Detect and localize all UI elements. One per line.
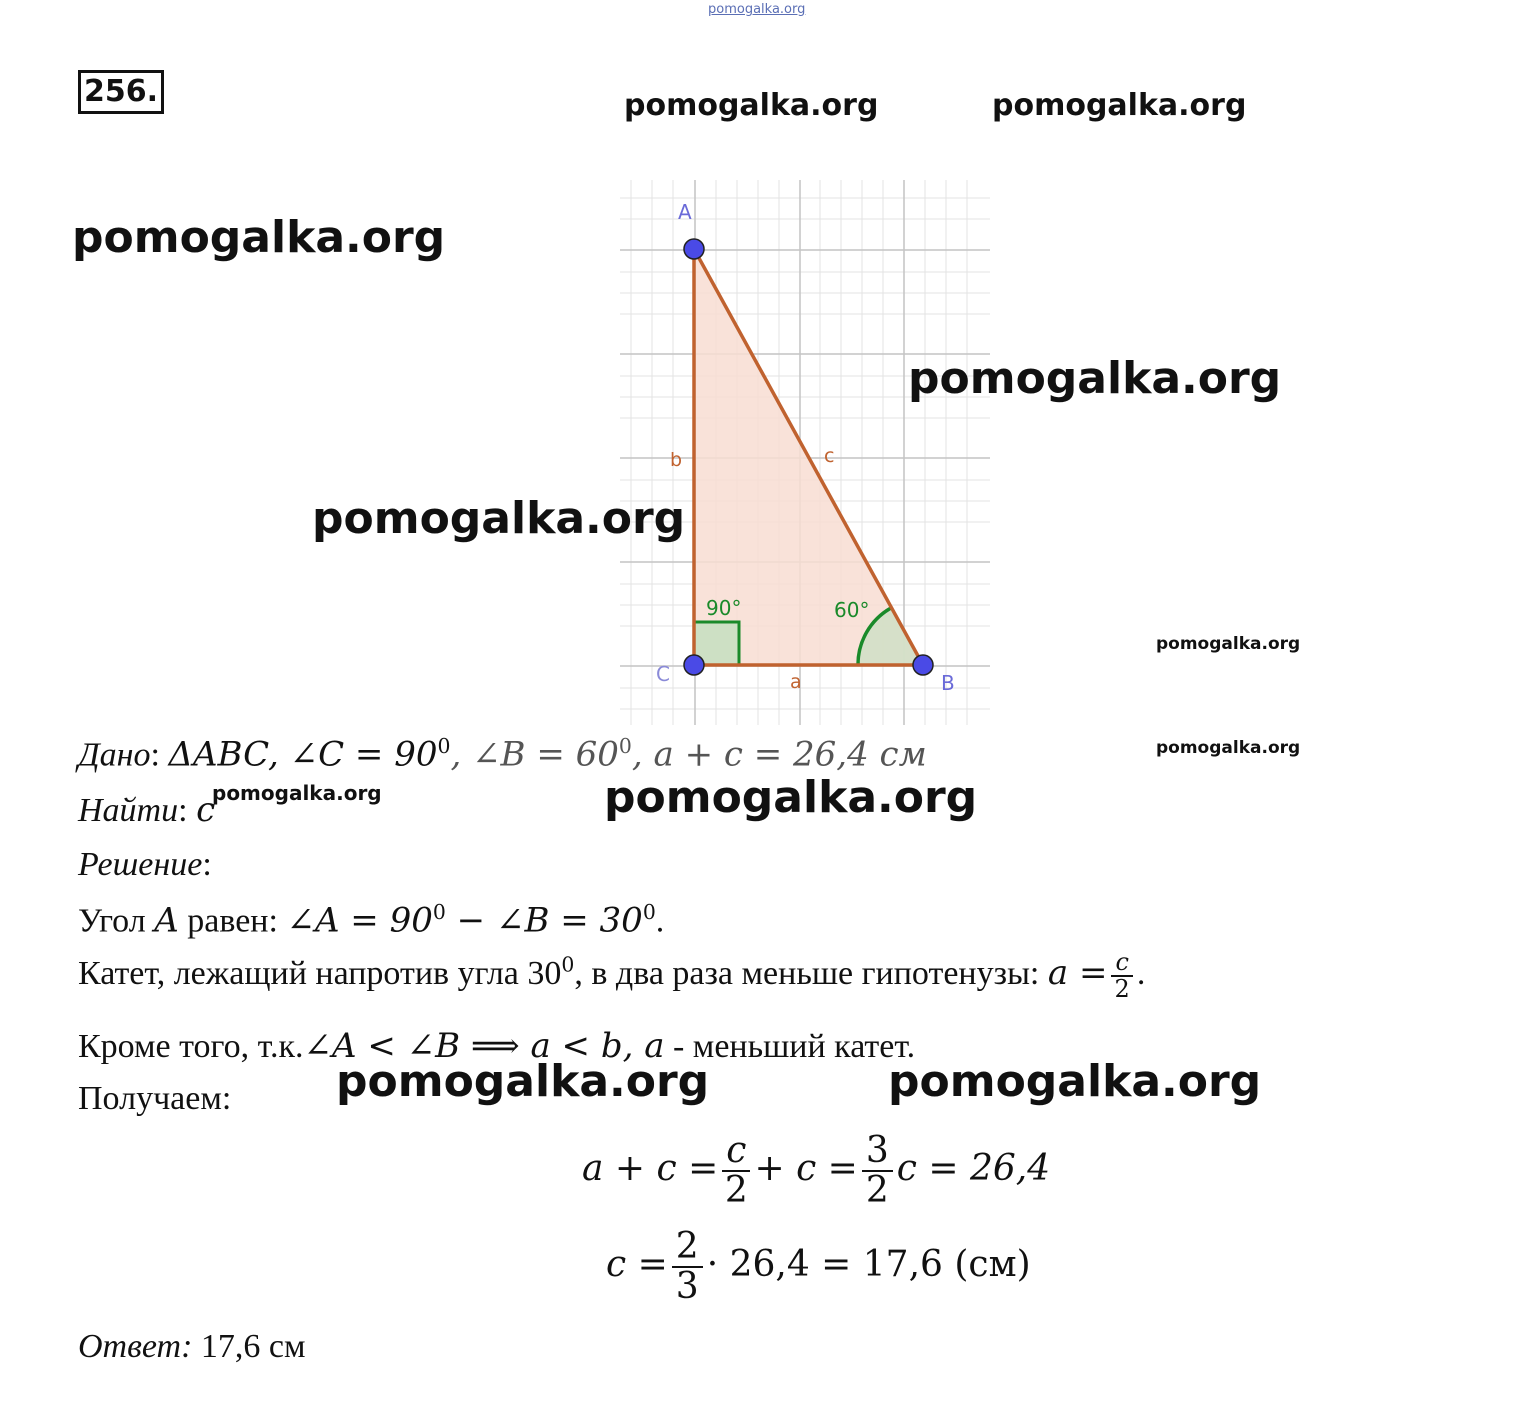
- step1-expr2: − ∠B = 30: [445, 900, 643, 941]
- step3-text: Кроме того, т.к.: [78, 1028, 304, 1065]
- given-sup-1: 0: [437, 734, 451, 758]
- eq2-fraction: [672, 1228, 703, 1306]
- watermark-small-right-1: pomogalka.org: [1156, 634, 1301, 654]
- step1-var: A: [154, 900, 179, 941]
- eq1-part2: + c =: [754, 1147, 858, 1189]
- step2-end: .: [1136, 954, 1146, 992]
- label-vertex-b: B: [941, 671, 955, 695]
- given-sup-2: 0: [618, 734, 632, 758]
- point-b: [913, 655, 933, 675]
- point-a: [684, 239, 704, 259]
- eq1-f1-num: c: [722, 1132, 750, 1172]
- watermark-center-big: pomogalka.org: [604, 772, 978, 823]
- eq1-f2-num: 3: [862, 1132, 893, 1172]
- label-side-a: a: [790, 671, 802, 693]
- equation-1: [582, 1132, 1050, 1210]
- eq1-part1: a + c =: [582, 1147, 719, 1189]
- watermark-bottom-right-big: pomogalka.org: [888, 1056, 1262, 1107]
- given-text-3: , a + c = 26,4 см: [631, 734, 927, 775]
- label-vertex-a: A: [678, 200, 692, 224]
- find-value: c: [196, 790, 216, 830]
- eq2-part2: · 26,4 = 17,6 (см): [706, 1243, 1031, 1285]
- step2-den: 2: [1114, 975, 1130, 1004]
- label-side-b: b: [670, 449, 683, 471]
- watermark-header-1: pomogalka.org: [624, 88, 879, 123]
- step2-lhs: a =: [1047, 952, 1108, 993]
- eq2-part1: c =: [606, 1243, 668, 1285]
- solution-label: Решение: [78, 846, 203, 883]
- solution-line: Решение:: [78, 846, 212, 883]
- point-c: [684, 655, 704, 675]
- step-1: [78, 900, 664, 940]
- find-line: Найти: c: [78, 790, 216, 830]
- label-angle-b: 60°: [834, 598, 870, 622]
- watermark-bottom-left-big: pomogalka.org: [336, 1056, 710, 1107]
- watermark-top[interactable]: pomogalka.org: [708, 2, 806, 17]
- eq2-num: 2: [672, 1228, 703, 1268]
- answer-label: Ответ:: [78, 1328, 193, 1365]
- step1-sup1: 0: [432, 900, 446, 924]
- triangle-figure: [620, 180, 992, 730]
- step1-prefix: Угол: [78, 902, 155, 940]
- label-angle-c: 90°: [706, 596, 742, 620]
- step1-expr: ∠A = 90: [286, 900, 433, 941]
- watermark-small-right-2: pomogalka.org: [1156, 738, 1301, 758]
- step2-text: Катет, лежащий напротив угла 30: [78, 954, 562, 992]
- label-vertex-c: C: [656, 662, 670, 686]
- eq2-den: 3: [675, 1265, 699, 1307]
- step2-fraction: [1111, 950, 1132, 1002]
- eq1-f1-den: 2: [724, 1169, 748, 1211]
- step1-sup2: 0: [642, 900, 656, 924]
- given-line: Дано: ΔABC, ∠C = $90^0$, ∠B = $60^0$, a + c = 26,4 см: [78, 734, 927, 775]
- step2-text2: , в два раза меньше гипотенузы:: [574, 954, 1048, 992]
- step-4: Получаем:: [78, 1080, 232, 1117]
- given-text-1: ΔABC, ∠C = 90: [168, 734, 438, 775]
- watermark-left-big: pomogalka.org: [72, 212, 446, 263]
- step2-sup: 0: [561, 952, 575, 977]
- given-text-2: , ∠B = 60: [450, 734, 619, 775]
- given-label: Дано: [78, 736, 151, 774]
- watermark-middle-big: pomogalka.org: [312, 493, 686, 544]
- answer-value: 17,6 см: [200, 1328, 306, 1365]
- problem-number: 256.: [78, 70, 164, 114]
- watermark-right-big: pomogalka.org: [908, 353, 1282, 404]
- eq1-f2-den: 2: [865, 1169, 889, 1211]
- eq1-fraction-1: [722, 1132, 750, 1210]
- step3-expr: ∠A < ∠B ⟹ a < b, a: [303, 1026, 665, 1066]
- step2-num: c: [1111, 950, 1132, 977]
- step1-end: .: [655, 902, 665, 940]
- step1-middle: равен:: [178, 902, 287, 940]
- step-2: [78, 950, 1145, 1002]
- answer-line: [78, 1328, 306, 1366]
- equation-2: [606, 1228, 1031, 1306]
- find-label: Найти: [78, 792, 179, 829]
- watermark-header-2: pomogalka.org: [992, 88, 1247, 123]
- step3-text2: - меньший катет.: [664, 1028, 916, 1065]
- eq1-fraction-2: [862, 1132, 893, 1210]
- label-side-c: c: [824, 445, 835, 467]
- eq1-part3: c = 26,4: [896, 1147, 1051, 1189]
- watermark-small-left: pomogalka.org: [212, 781, 382, 805]
